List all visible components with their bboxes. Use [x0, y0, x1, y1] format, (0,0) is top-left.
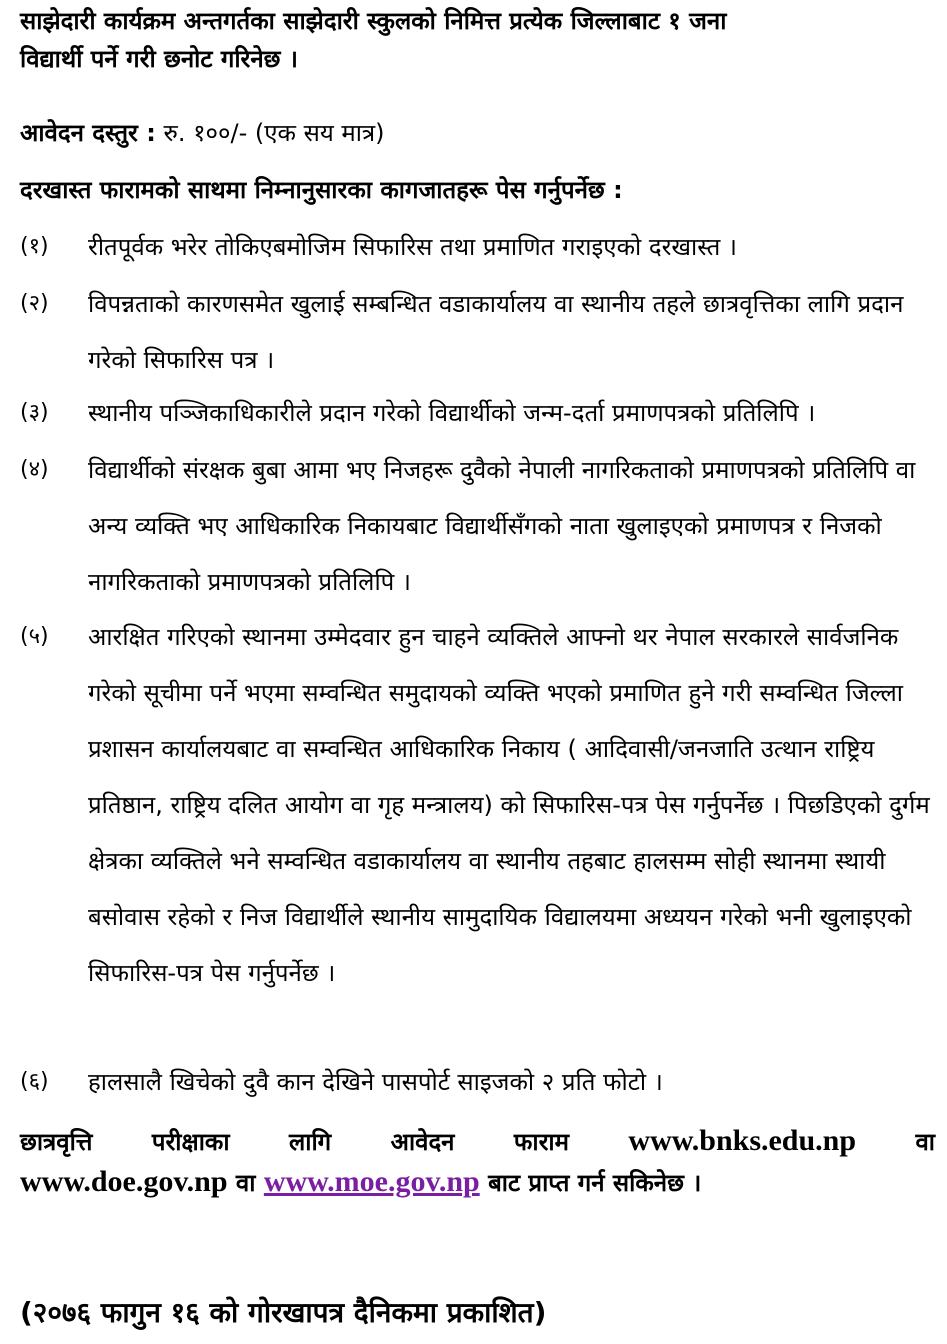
- availability-line-1: [20, 1122, 935, 1161]
- moe-url-link[interactable]: www.moe.gov.np: [263, 1165, 480, 1198]
- availability-or-2: वा: [235, 1169, 256, 1197]
- item-3-number: (३): [20, 400, 49, 425]
- availability-lead: छात्रवृत्ति परीक्षाका लागि आवेदन फाराम: [20, 1128, 570, 1156]
- item-4-text: विद्यार्थीको संरक्षक बुबा आमा भए निजहरू दुवैको नेपाली नागरिकताको प्रमाणपत्रको प्रतिलिपि वा अन्य व्यक्ति भए आधिकारिक निकायबाट विद्यार्थीसँगको नाता खुलाइएको प्रमाणपत्र र निजको नागरिकताको प्रमाणपत्रको प्रतिलिपि ।: [88, 456, 916, 596]
- doe-url-link[interactable]: www.doe.gov.np: [20, 1165, 228, 1198]
- bnks-url-link[interactable]: www.bnks.edu.np: [628, 1124, 857, 1157]
- availability-tail: बाट प्राप्त गर्न सकिनेछ ।: [488, 1169, 702, 1197]
- item-3-text: स्थानीय पञ्जिकाधिकारीले प्रदान गरेको विद्यार्थीको जन्म-दर्ता प्रमाणपत्रको प्रतिलिपि ।: [88, 399, 816, 427]
- intro-line-1: साझेदारी कार्यक्रम अन्तगर्तका साझेदारी स्कुलको निमित्त प्रत्येक जिल्लाबाट १ जना: [20, 7, 727, 35]
- item-5-text: आरक्षित गरिएको स्थानमा उम्मेदवार हुन चाहने व्यक्तिले आफ्नो थर नेपाल सरकारले सार्वजनिक गरेको सूचीमा पर्ने भएमा सम्वन्धित समुदायको व्यक्ति भएको प्रमाणित हुने गरी सम्वन्धित जिल्ला प्रशासन कार्यालयबाट वा सम्वन्धित आधिकारिक निकाय ( आदिवासी/जनजाति उत्थान राष्ट्रिय प्रतिष्ठान, राष्ट्रिय दलित आयोग वा गृह मन्त्रालय) को सिफारिस-पत्र पेस गर्नुपर्नेछ । पिछडिएको दुर्गम क्षेत्रका व्यक्तिले भने सम्वन्धित वडाकार्यालय वा स्थानीय तहबाट हालसम्म सोही स्थानमा स्थायी बसोवास रहेको र निज विद्यार्थीले स्थानीय सामुदायिक विद्यालयमा अध्ययन गरेको भनी खुलाइएको सिफारिस-पत्र पेस गर्नुपर्नेछ ।: [88, 623, 930, 987]
- item-5-number: (५): [20, 624, 49, 649]
- item-2-number: (२): [20, 291, 49, 316]
- fee-value: रु. १००/- (एक सय मात्र): [163, 119, 385, 147]
- item-2-text: विपन्नताको कारणसमेत खुलाई सम्बन्धित वडाकार्यालय वा स्थानीय तहले छात्रवृत्तिका लागि प्रदान गरेको सिफारिस पत्र ।: [88, 290, 904, 374]
- item-6-number: (६): [20, 1069, 49, 1094]
- item-4-number: (४): [20, 457, 49, 482]
- fee-line: [20, 118, 385, 148]
- documents-heading: दरखास्त फारामको साथमा निम्नानुसारका कागजातहरू पेस गर्नुपर्नेछ :: [20, 176, 623, 204]
- availability-or-1: वा: [915, 1128, 936, 1156]
- item-1-text: रीतपूर्वक भरेर तोकिएबमोजिम सिफारिस तथा प्रमाणित गराइएको दरखास्त ।: [88, 233, 738, 261]
- item-6-text: हालसालै खिचेको दुवै कान देखिने पासपोर्ट साइजको २ प्रति फोटो ।: [88, 1068, 663, 1096]
- item-1-number: (१): [20, 234, 49, 259]
- availability-line-2: [20, 1162, 701, 1203]
- intro-line-2: विद्यार्थी पर्ने गरी छनोट गरिनेछ ।: [20, 45, 298, 73]
- publication-footer: (२०७६ फागुन १६ को गोरखापत्र दैनिकमा प्रकाशित): [20, 1296, 547, 1329]
- fee-label: आवेदन दस्तुर :: [20, 119, 156, 147]
